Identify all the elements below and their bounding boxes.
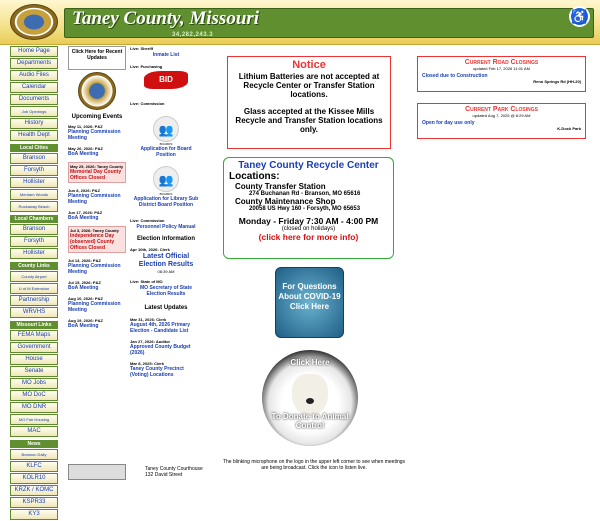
location-1-name: County Transfer Station [235, 182, 326, 191]
event-item[interactable] [68, 124, 126, 141]
event-item[interactable] [68, 280, 126, 291]
event-item[interactable] [68, 318, 126, 329]
event-title[interactable]: Planning Commission Meeting [68, 193, 121, 205]
notice-text-1: Lithium Batteries are not accepted at Recycle Center or Transfer Station locations. [238, 72, 380, 99]
personnel-policy-link[interactable]: Personnel Policy Manual [136, 224, 196, 230]
event-item[interactable] [68, 210, 126, 221]
animal-control-donate-button[interactable] [262, 350, 358, 446]
nav-missouri-link-6[interactable]: MO DNR [10, 402, 58, 413]
event-title[interactable]: Planning Commission Meeting [68, 263, 121, 275]
nav-main-link-1[interactable]: Departments [10, 58, 58, 69]
road-closing-location: Reno Springs Rd (HH-20) [533, 79, 581, 84]
nav-city-link-0[interactable]: Branson [10, 153, 58, 164]
nav-city-link-2[interactable]: Hollister [10, 177, 58, 188]
broadcast-note: The blinking microphone on the logo in the upper left corner to see when meetings are being broadcast. Click the icon to listen live. [222, 459, 406, 471]
nav-missouri-link-4[interactable]: MO Jobs [10, 378, 58, 389]
nav-news-link-0[interactable]: Branson Daily [10, 449, 58, 460]
purchasing-label: Live: Purchasing [130, 64, 163, 69]
nav-news-link-4[interactable]: KSPR33 [10, 497, 58, 508]
nav-city-link-3[interactable]: Merriam Woods [10, 189, 58, 200]
road-closings-box [417, 56, 586, 92]
update-date: Jan 27, 2026: Auditor [130, 339, 171, 344]
nav-county-link-1[interactable]: U of M Extension [10, 283, 58, 294]
nav-county-heading: County Links [10, 262, 58, 270]
nav-news-link-5[interactable]: KY3 [10, 509, 58, 520]
boards-caption: BOARDS [159, 142, 173, 146]
event-date: May 11, 2026: P&Z [68, 124, 103, 129]
event-item[interactable] [68, 296, 126, 313]
commission-label-2: Live: Commission [130, 218, 165, 223]
nav-main-link-2[interactable]: Audio Files [10, 70, 58, 81]
nav-missouri-link-1[interactable]: Government [10, 342, 58, 353]
update-item[interactable] [130, 317, 202, 334]
bid-opportunities-icon[interactable]: BID [144, 71, 188, 89]
upcoming-events-heading: Upcoming Events [71, 114, 123, 120]
event-title[interactable]: BoA Meeting [68, 285, 99, 291]
election-sub: Apr 10th, 2026: Clerk [130, 247, 170, 252]
boards-icon-2[interactable]: 👥 [153, 166, 179, 192]
nav-main-link-0[interactable]: Home Page [10, 46, 58, 57]
nav-missouri-link-8[interactable]: MAC [10, 426, 58, 437]
nav-city-link-4[interactable]: Rockaway Beach [10, 201, 58, 212]
event-date: Jul 15, 2026: P&Z [68, 280, 101, 285]
recycle-hours: Monday - Friday 7:30 AM - 4:00 PM [238, 216, 379, 226]
location-2-name: County Maintenance Shop [235, 197, 336, 206]
nav-main-link-4[interactable]: Documents [10, 94, 58, 105]
event-item[interactable] [68, 226, 126, 253]
event-item[interactable] [68, 188, 126, 205]
nav-missouri-link-0[interactable]: FEMA Maps [10, 330, 58, 341]
event-title[interactable]: Planning Commission Meeting [68, 301, 121, 313]
event-date: Aug 10, 2026: P&Z [68, 296, 103, 301]
update-item[interactable] [130, 339, 202, 356]
update-date: Mar 31, 2026: Clerk [130, 317, 167, 322]
election-time: 08:39 AM [157, 269, 175, 274]
notice-box [227, 56, 391, 149]
road-closings-heading[interactable]: Current Road Closings [464, 59, 539, 66]
nav-chamber-link-2[interactable]: Hollister [10, 248, 58, 259]
event-item[interactable] [68, 162, 126, 183]
recycle-holidays: (closed on holidays) [281, 226, 336, 232]
recycle-more-info-link[interactable]: (click here for more info) [258, 232, 359, 242]
sheriff-label: Live: Sheriff [130, 46, 154, 51]
event-date: May 26, 2026: P&Z [68, 146, 103, 151]
event-item[interactable] [68, 258, 126, 275]
nav-county-link-0[interactable]: County Airport [10, 271, 58, 282]
nav-chamber-heading: Local Chambers [10, 215, 58, 223]
nav-main-link-6[interactable]: History [10, 118, 58, 129]
nav-news-link-1[interactable]: KLFC [10, 461, 58, 472]
nav-news-heading: News [10, 440, 58, 448]
event-title[interactable]: Planning Commission Meeting [68, 129, 121, 141]
nav-main-link-7[interactable]: Health Dept [10, 130, 58, 141]
inmate-list-link[interactable]: Inmate List [152, 52, 180, 58]
dog-top-text: Click Here [290, 358, 330, 367]
update-title[interactable]: August 4th, 2026 Primary Election - Candidate List [130, 322, 191, 334]
nav-missouri-link-5[interactable]: MO DoC [10, 390, 58, 401]
dog-nose [306, 398, 314, 404]
address-line-2: 132 David Street [145, 472, 183, 478]
nav-chamber-link-1[interactable]: Forsyth [10, 236, 58, 247]
nav-county-link-2[interactable]: Partnership [10, 295, 58, 306]
nav-chamber-link-0[interactable]: Branson [10, 224, 58, 235]
nav-missouri-heading: Missouri Links [10, 321, 58, 329]
visitor-counter: 34,282,243.3 [172, 32, 214, 38]
update-item[interactable] [130, 361, 202, 378]
board-application-link[interactable]: Application for Board Position [140, 146, 192, 158]
live-column [130, 46, 202, 383]
state-label: Live: State of MO [130, 279, 163, 284]
event-date: Jul 13, 2026: P&Z [68, 258, 101, 263]
location-2-address: 20058 US Hwy 160 - Forsyth, MO 65653 [249, 206, 361, 212]
recycle-heading: Taney County Recycle Center [238, 160, 379, 171]
park-closing-item[interactable]: Open for day use only [422, 120, 475, 126]
event-title[interactable]: BoA Meeting [68, 323, 99, 329]
mo-sos-link[interactable]: MO Secretary of State Election Results [140, 285, 192, 297]
event-title[interactable]: Memorial Day County Offices Closed [70, 169, 122, 181]
nav-news-link-3[interactable]: KRZK / KOMC [10, 485, 58, 496]
nav-main-link-3[interactable]: Calendar [10, 82, 58, 93]
recycle-center-box [223, 157, 394, 259]
nav-missouri-link-7[interactable]: MO Fair Housing [10, 414, 58, 425]
emergency-management-logo[interactable] [78, 72, 116, 110]
election-heading: Election Information [136, 236, 195, 242]
event-item[interactable] [68, 146, 126, 157]
courthouse-photo [68, 464, 126, 480]
event-date: Jun 8, 2026: P&Z [68, 188, 101, 193]
park-closings-heading[interactable]: Current Park Closings [465, 106, 538, 113]
nav-news-link-2[interactable]: KOLR10 [10, 473, 58, 484]
notice-text-2: Glass accepted at the Kissee Mills Recycle and Transfer Station locations only. [235, 107, 383, 134]
accessibility-icon[interactable]: ♿ [569, 6, 590, 27]
commission-label: Live: Commission [130, 101, 165, 106]
covid-info-button[interactable]: For Questions About COVID-19 Click Here [275, 267, 344, 338]
site-title: Taney County, Missouri [72, 8, 260, 29]
election-results-link[interactable]: Latest Official Election Results [138, 253, 194, 268]
nav-city-link-1[interactable]: Forsyth [10, 165, 58, 176]
event-title[interactable]: BoA Meeting [68, 215, 99, 221]
nav-missouri-link-3[interactable]: Senate [10, 366, 58, 377]
library-board-application-link[interactable]: Application for Library Sub District Board Position [133, 196, 199, 208]
nav-main-link-5[interactable]: Job Openings [10, 106, 58, 117]
notice-heading: Notice [292, 59, 326, 71]
event-date: May 25, 2026: Taney County [70, 164, 124, 169]
event-date: Jun 17, 2026: P&Z [68, 210, 103, 215]
update-title[interactable]: Approved County Budget (2026) [130, 344, 191, 356]
park-closings-box [417, 103, 586, 139]
nav-city-heading: Local Cities [10, 144, 58, 152]
events-column [68, 46, 126, 334]
address-line-1: Taney County Courthouse [145, 466, 203, 472]
dog-bottom-text: To Donate to Animal Control [271, 412, 349, 430]
locations-label: Locations: [229, 171, 280, 182]
event-title[interactable]: BoA Meeting [68, 151, 99, 157]
boards-icon[interactable]: 👥 [153, 116, 179, 142]
event-title[interactable]: Independence Day (observed) County Offices Closed [70, 233, 115, 251]
dog-photo [292, 374, 328, 416]
latest-updates-heading: Latest Updates [144, 305, 188, 311]
park-closing-location: K-Dock Park [557, 126, 581, 131]
boards-caption-2: BOARDS [159, 192, 173, 196]
county-seal-logo[interactable] [10, 4, 58, 40]
header [0, 0, 600, 45]
left-nav [10, 46, 58, 521]
park-closings-updated: updated Aug 7, 2025 @ 8:29 AM [472, 113, 531, 118]
road-closings-updated: updated Feb 17, 2026 11:01 AM [473, 66, 530, 71]
location-1-address: 274 Buchanan Rd - Branson, MO 65616 [249, 191, 361, 197]
nav-county-link-3[interactable]: WRVHS [10, 307, 58, 318]
courthouse-address [145, 466, 203, 478]
road-closing-item[interactable]: Closed due to Construction [422, 73, 488, 79]
update-title[interactable]: Taney County Precinct (Voting) Locations [130, 366, 184, 378]
event-date: Aug 19, 2026: P&Z [68, 318, 103, 323]
nav-missouri-link-2[interactable]: House [10, 354, 58, 365]
recent-updates-link[interactable]: Click Here for Recent Updates [68, 46, 126, 70]
update-date: Mar 8, 2025: Clerk [130, 361, 165, 366]
event-date: Jul 3, 2026: Taney County [70, 228, 119, 233]
